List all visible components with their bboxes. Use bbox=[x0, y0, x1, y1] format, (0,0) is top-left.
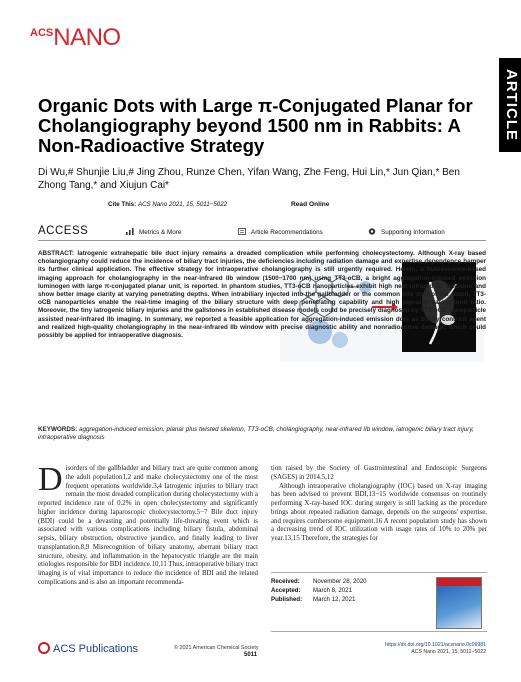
paragraph: tion raised by the Society of Gastrointestinal and Endoscopic Surgeons (SAGES) in 2014.5,12 bbox=[271, 465, 487, 481]
cover-band bbox=[437, 578, 481, 586]
received-date: November 28, 2020 bbox=[313, 578, 367, 585]
published-label: Published: bbox=[271, 596, 303, 603]
paragraph: isorders of the gallbladder and biliary tract are quite common among the adult population1,2 and make cholecystectomy one of the most frequent operations worldwide.3,4 Iatrogenic injuries to biliary tract remain the most dreaded complication during cholecystectomy with a reported incidence rate of 0.2% in open cholecystectomy and significantly higher incidence during laparoscopic cholecystectomy.5−7 Bile duct injury (BDI) could be a devasting and potentially life-threating event which is associated with various complications including biliary fistula, abdominal sepsis, biliary obstruction, obstructive jaundice, and finally leading to liver transplantation.8,9 Misrecognition of biliary anatomy, aberrant biliary tract structure, obesity, and inflammation in the hepatocystic triangle are the main etiologies responsible for BDI incidence.10,11 Thus, intraoperative biliary tract imaging is of vital importance to reduce the incidence of BDI and the related complications and is also an important recommenda- bbox=[38, 465, 258, 586]
cite-text[interactable]: ACS Nano 2021, 15, 5011−5022 bbox=[137, 201, 228, 208]
accepted-date: March 8, 2021 bbox=[313, 587, 352, 594]
supporting-info-link[interactable] bbox=[368, 228, 445, 236]
citation-row bbox=[108, 201, 408, 213]
keywords bbox=[38, 426, 486, 442]
journal-logo bbox=[30, 24, 140, 52]
document-icon bbox=[238, 228, 246, 235]
article-type-label: ARTICLE bbox=[503, 69, 520, 141]
received-row bbox=[271, 578, 367, 585]
recommendations-label: Article Recommendations bbox=[251, 229, 323, 236]
abstract-block bbox=[38, 250, 486, 451]
access-label: ACCESS bbox=[38, 225, 89, 237]
journal-logo-main: NANO bbox=[53, 24, 121, 51]
publication-dates bbox=[271, 572, 487, 632]
page-number: 5011 bbox=[244, 652, 258, 658]
copyright: © 2021 American Chemical Society bbox=[174, 645, 259, 651]
cite-label: Cite This: bbox=[108, 201, 137, 208]
published-date: March 12, 2021 bbox=[313, 596, 356, 603]
access-bar bbox=[38, 224, 486, 241]
read-online-link[interactable]: Read Online bbox=[291, 201, 330, 208]
abstract-text bbox=[38, 250, 486, 340]
received-label: Received: bbox=[271, 578, 300, 585]
publisher-ring-icon bbox=[38, 642, 50, 654]
journal-cover-thumbnail[interactable] bbox=[436, 577, 482, 629]
doi-block bbox=[385, 642, 486, 656]
supporting-info-label: Supporting Information bbox=[381, 229, 445, 236]
footer-citation: ACS Nano 2021, 15, 5011−5022 bbox=[411, 649, 486, 655]
keywords-label: KEYWORDS: bbox=[38, 426, 78, 433]
publisher-name: ACS Publications bbox=[53, 643, 138, 655]
page-footer bbox=[38, 640, 486, 662]
abstract-lead: ABSTRACT: bbox=[38, 250, 75, 257]
publisher-logo bbox=[38, 642, 138, 655]
paragraph: Although intraoperative cholangiography (IOC) based on X-ray imaging has been advised to prevent BDI,13−15 worldwide consensus on routinely performing X-ray-based IOC during surgery is still lacking as the procedure brings about repeated radiation damage, depends on the surgeons' expertise, and requires cumbersome equipment.16 A recent population study has shown a decreasing trend of IOC utilization with usage rates of 10% to 20% per year.13,15 Therefore, the strategies for bbox=[271, 482, 487, 542]
keywords-list: aggregation-induced emission, planar plus twisted skeleton, TT3-oCB, cholangiography, near-infrared IIb window, iatrogenic biliary tract injury, intraoperative diagnosis bbox=[38, 426, 474, 442]
author-list: Di Wu,# Shunjie Liu,# Jing Zhou, Runze Chen, Yifan Wang, Zhe Feng, Hui Lin,* Jun Qian,* Ben Zhong Tang,* and Xiujun Cai* bbox=[38, 167, 460, 191]
bar-chart-icon bbox=[126, 228, 134, 235]
doi-link[interactable]: https://dx.doi.org/10.1021/acsnano.0c09981 bbox=[385, 642, 486, 648]
supporting-info-icon bbox=[368, 228, 376, 235]
article-type-bar bbox=[499, 58, 521, 152]
abstract-body: Iatrogenic extrahepatic bile duct injury remains a dreaded complication while performing cholecystectomy. Although X-ray based cholangiography could reduce the incidence of biliary tract injuries, the deficiencies including radiation damage and expertise dependence hamper its further clinical application. The effective strategy for intraoperative cholangiography is still urgently required. Herein, a fluorescence-based imaging approach for cholangiography in the near-infrared IIb window (1500−1700 nm) using TT3-oCB, a bright aggregation-induced emission luminogen with large π-conjugated planar unit, is reported. In phantom studies, TT3-oCB nanoparticles exhibit high near-infrared IIb emission and show better image clarity at varying penetrating depths. When intrabiliary injected into the gallbladder or the common bile duct of the rabbit, TT3-oCB nanoparticles enable the real-time imaging of the biliary structure with deep penetrating capability and high signal-to-background ratio. Moreover, the tiny iatrogenic biliary injuries and the gallstones in established disease models could be precisely diagnosed by TT3-oCB nanoparticle assisted near-infrared IIb imaging. In summary, we reported a feasible application for aggregation-induced emission dots as biliary contrast agent and realized high-quality cholangiography in the near-infrared IIb window with precise diagnostic ability and nonradioactive damage, which could possibly be applied for intraoperative diagnosis. bbox=[38, 250, 487, 340]
body-column-left bbox=[38, 461, 258, 588]
body-column-right bbox=[271, 465, 487, 544]
accepted-label: Accepted: bbox=[271, 587, 301, 594]
dropcap: D bbox=[38, 461, 63, 498]
recommendations-link[interactable] bbox=[238, 228, 323, 236]
accepted-row bbox=[271, 587, 352, 594]
metrics-link[interactable] bbox=[126, 228, 181, 236]
published-row bbox=[271, 596, 355, 603]
article-title: Organic Dots with Large π-Conjugated Planar for Cholangiography beyond 1500 nm in Rabbits: A Non-Radioactive Strategy bbox=[38, 95, 473, 156]
journal-logo-small: ACS bbox=[30, 27, 54, 39]
metrics-label: Metrics & More bbox=[139, 229, 182, 236]
